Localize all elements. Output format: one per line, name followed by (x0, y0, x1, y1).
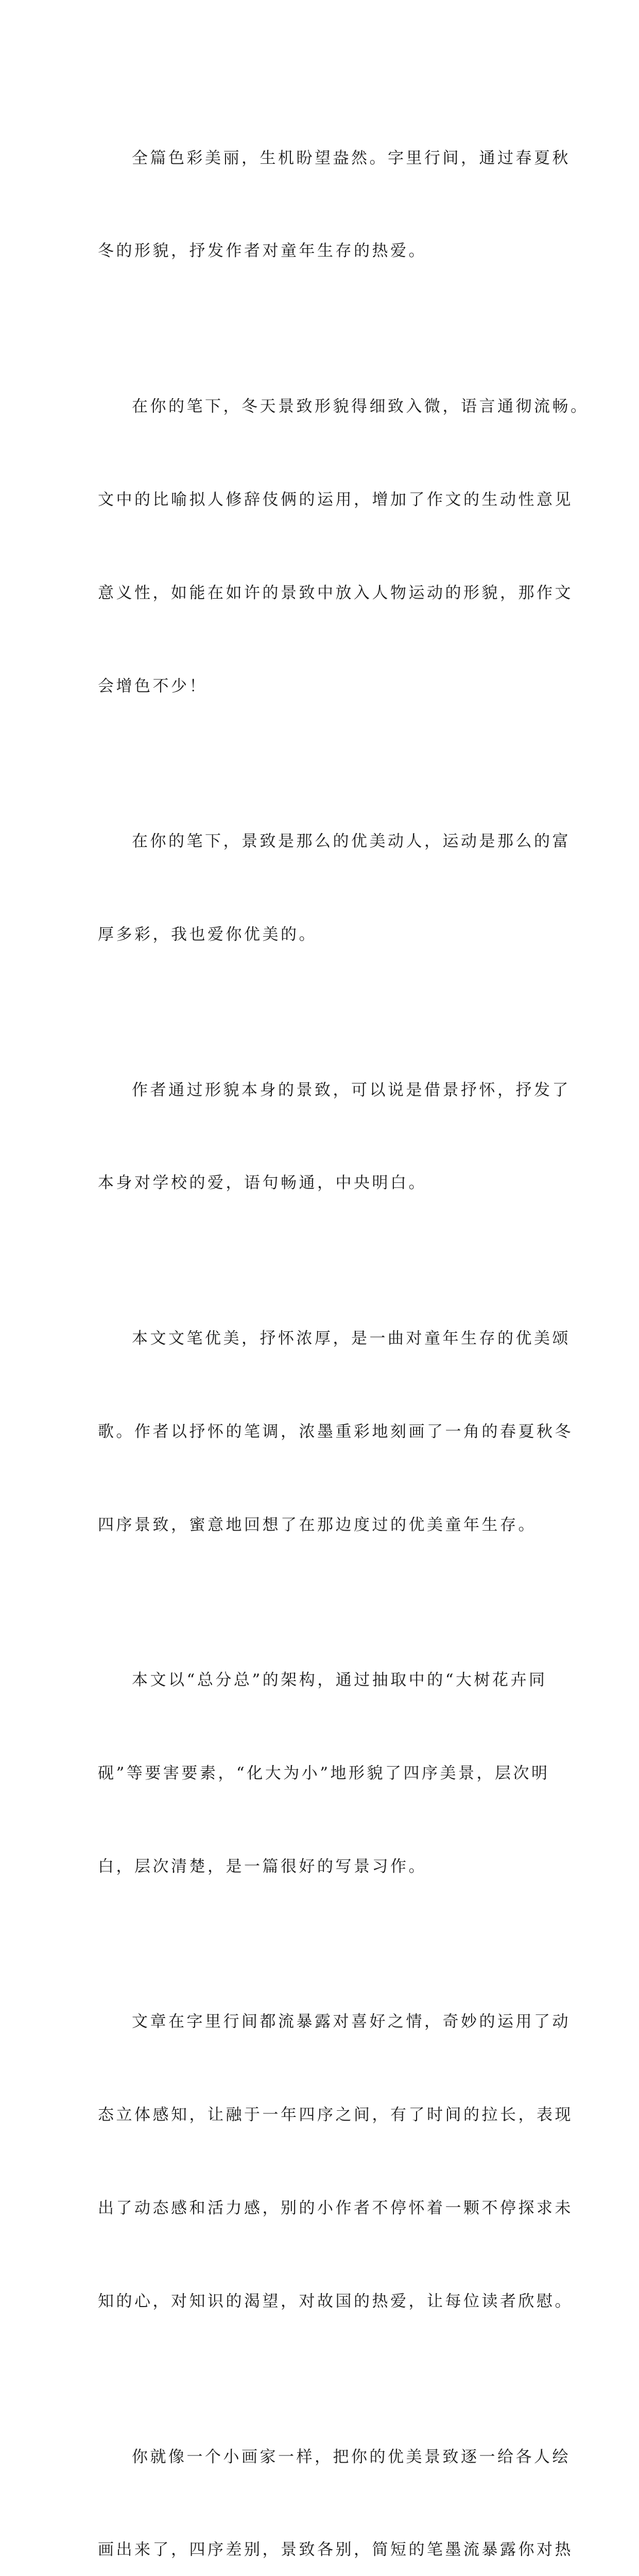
text-line: 态立体感知，让融于一年四序之间，有了时间的拉长，表现 (98, 2106, 573, 2125)
text-line: 本文以“总分总”的架构，通过抽取中的“大树花卉同 (132, 1671, 547, 1690)
paragraph (98, 329, 589, 764)
text-line: 会增色不少！ (98, 676, 208, 696)
text-line: 砚”等要害要素，“化大为小”地形貌了四序美景，层次明 (98, 1764, 550, 1783)
text-line: 厚多彩，我也爱你优美的。 (98, 925, 317, 944)
text-line: 文章在字里行间都流暴露对喜好之情，奇妙的运用了动 (132, 2012, 571, 2031)
text-line: 四序景致，蜜意地回想了在那边度过的优美童年生存。 (98, 1515, 537, 1534)
text-line: 出了动态感和活力感，别的小作者不停怀着一颗不停探求未 (98, 2199, 573, 2218)
paragraph (98, 1261, 573, 1602)
paragraph (98, 1603, 550, 1944)
text-line: 知的心，对知识的渴望，对故国的热爱，让每位读者欣慰。 (98, 2292, 573, 2311)
text-line: 歌。作者以抒怀的笔调，浓墨重彩地刻画了一角的春夏秋冬 (98, 1422, 573, 1441)
text-line: 在你的笔下，景致是那么的优美动人，运动是那么的富 (132, 832, 571, 851)
text-line: 本文文笔优美，抒怀浓厚，是一曲对童年生存的优美颂 (132, 1329, 571, 1348)
text-line: 意义性，如能在如许的景致中放入人物运动的形貌，那作文 (98, 583, 573, 602)
text-line: 冬的形貌，抒发作者对童年生存的热爱。 (98, 242, 427, 261)
text-line: 文中的比喻拟人修辞伎俩的运用，增加了作文的生动性意见 (98, 490, 573, 509)
text-line: 全篇色彩美丽，生机盼望盎然。字里行间，通过春夏秋 (132, 148, 571, 167)
paragraph (98, 1012, 571, 1261)
text-line: 在你的笔下，冬天景致形貌得细致入微，语言通彻流畅。 (132, 397, 589, 416)
text-line: 白，层次清楚，是一篇很好的写景习作。 (98, 1857, 427, 1876)
paragraph (98, 764, 571, 1012)
text-line: 你就像一个小画家一样，把你的优美景致逐一给各人绘 (132, 2447, 571, 2466)
document-body (98, 80, 589, 2576)
paragraph (98, 2379, 573, 2576)
text-line: 画出来了，四序差别，景致各别，简短的笔墨流暴露你对热 (98, 2540, 573, 2560)
text-line: 作者通过形貌本身的景致，可以说是借景抒怀，抒发了 (132, 1080, 571, 1099)
paragraph (98, 80, 571, 329)
text-line: 本身对学校的爱，语句畅通，中央明白。 (98, 1174, 427, 1193)
paragraph (98, 1944, 573, 2379)
